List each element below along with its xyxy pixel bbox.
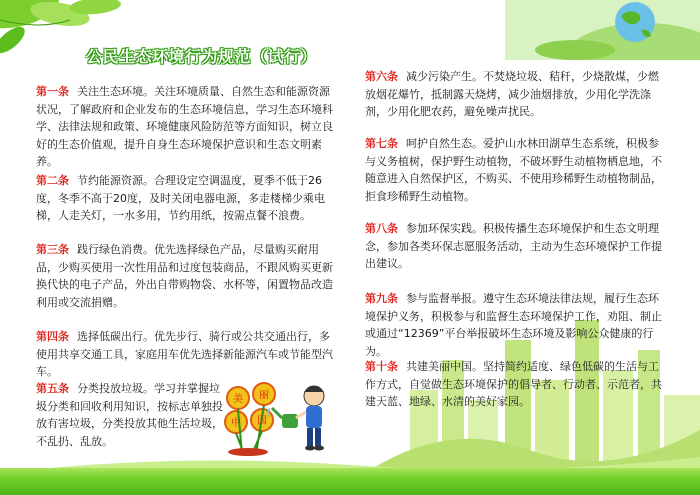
article-text: 节约能源资源。合理设定空调温度，夏季不低于26度，冬季不高于20度，及时关闭电器电源，多走楼梯少乘电梯，人走关灯，一水多用，节约用纸，按需点餐不浪费。 <box>36 174 325 222</box>
flower-char-3: 中 <box>231 418 241 429</box>
article-6 <box>365 68 663 121</box>
article-label: 第七条 <box>365 137 398 150</box>
article-label: 第四条 <box>36 330 69 343</box>
article-1 <box>36 83 334 171</box>
globe-decoration <box>505 0 700 60</box>
article-4 <box>36 328 334 381</box>
flower-char-2: 丽 <box>259 390 269 401</box>
flower-watering-illustration <box>222 376 334 456</box>
article-label: 第一条 <box>36 85 69 98</box>
flower-char-1: 美 <box>233 394 243 405</box>
article-text: 共建美丽中国。坚持简约适度、绿色低碳的生活与工作方式，自觉做生态环境保护的倡导者、行动者、示范者，共建天蓝、地绿、水清的美好家园。 <box>365 360 662 408</box>
article-2 <box>36 172 334 225</box>
article-label: 第三条 <box>36 243 69 256</box>
article-label: 第五条 <box>36 382 69 395</box>
article-text: 参与监督举报。遵守生态环境法律法规，履行生态环境保护义务，积极参与和监督生态环境保护工作，劝阻、制止或通过“12369”平台举报破坏生态环境及影响公众健康的行为。 <box>365 292 662 358</box>
article-7 <box>365 135 663 205</box>
boy-icon <box>296 386 324 451</box>
flower-icon <box>225 383 275 456</box>
article-label: 第二条 <box>36 174 69 187</box>
flower-char-4: 国 <box>257 416 267 427</box>
bottom-green-band <box>0 468 700 495</box>
article-label: 第八条 <box>365 222 398 235</box>
article-text: 减少污染产生。不焚烧垃圾、秸秆，少烧散煤，少燃放烟花爆竹，抵制露天烧烤，减少油烟排放，少用化学洗涤剂，少用化肥农药，避免噪声扰民。 <box>365 70 659 118</box>
article-10 <box>365 358 663 411</box>
article-5 <box>36 380 230 450</box>
article-3 <box>36 241 334 311</box>
article-text: 分类投放垃圾。学习并掌握垃圾分类和回收利用知识，按标志单独投放有害垃圾，分类投放其他生活垃圾，不乱扔、乱放。 <box>36 382 223 448</box>
article-8 <box>365 220 663 273</box>
article-text: 关注生态环境。关注环境质量、自然生态和能源资源状况，了解政府和企业发布的生态环境信息，学习生态环境科学、法律法规和政策、环境健康风险防范等方面知识，树立良好的生态价值观，提升自身生态环境保护意识和生态文明素养。 <box>36 85 333 168</box>
page-title: 公民生态环境行为规范（试行） <box>86 47 318 66</box>
article-label: 第十条 <box>365 360 398 373</box>
article-text: 参加环保实践。积极传播生态环境保护和生态文明理念，参加各类环保志愿服务活动，主动为生态环境保护工作提出建议。 <box>365 222 662 270</box>
article-text: 践行绿色消费。优先选择绿色产品，尽量购买耐用品，少购买使用一次性用品和过度包装商品，不跟风购买更新换代快的电子产品，外出自带购物袋、水杯等，闲置物品改造利用或交流捐赠。 <box>36 243 333 309</box>
article-9 <box>365 290 663 360</box>
article-text: 呵护自然生态。爱护山水林田湖草生态系统，积极参与义务植树，保护野生动植物，不破坏野生动植物栖息地，不随意进入自然保护区，不购买、不使用珍稀野生动植物制品，拒食珍稀野生动植物。 <box>365 137 662 203</box>
article-text: 选择低碳出行。优先步行、骑行或公共交通出行，多使用共享交通工具，家庭用车优先选择新能源汽车或节能型汽车。 <box>36 330 333 378</box>
article-label: 第六条 <box>365 70 398 83</box>
article-label: 第九条 <box>365 292 398 305</box>
